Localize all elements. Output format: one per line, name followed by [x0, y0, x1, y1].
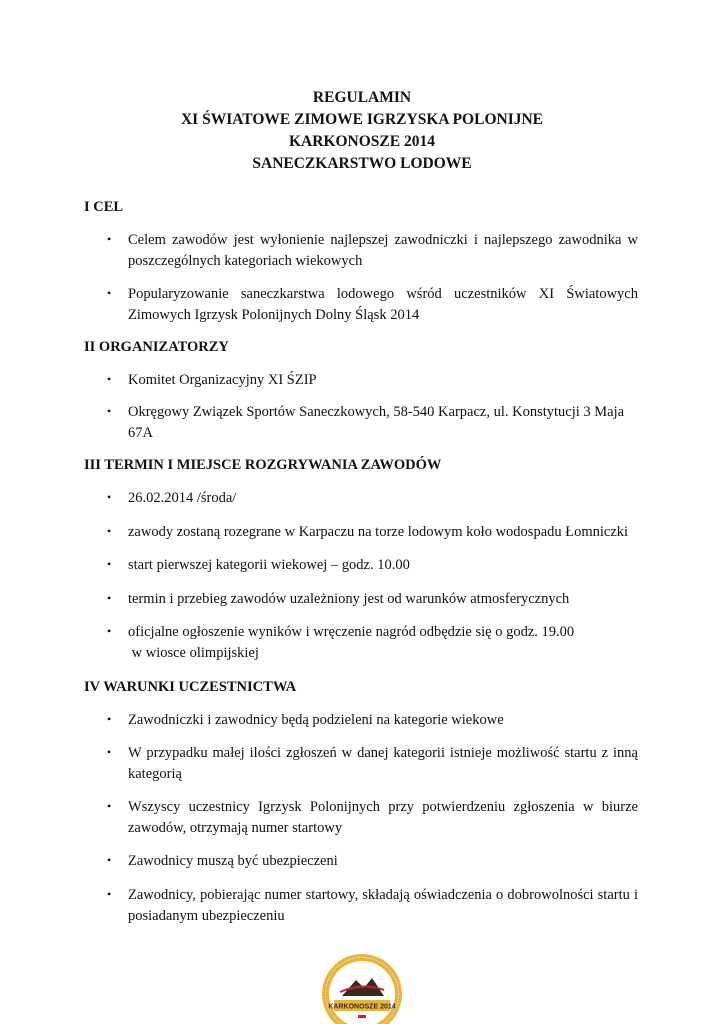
title-line-4: SANECZKARSTWO LODOWE: [252, 155, 472, 172]
list-item: termin i przebieg zawodów uzależniony jest od warunków atmosferycznych: [128, 591, 570, 607]
logo-text: KARKONOSZE 2014: [328, 1003, 396, 1011]
document-title: [0, 87, 724, 175]
section-heading-organizatorzy: II ORGANIZATORZY: [84, 339, 229, 355]
list-item: Celem zawodów jest wyłonienie najlepszej zawodniczki i najlepszego zawodnika w poszczególnych kategoriach wiekowych: [128, 232, 638, 269]
list-item-continuation: w wiosce olimpijskiej: [128, 645, 259, 661]
title-line-3: KARKONOSZE 2014: [289, 133, 435, 150]
list-item: Zawodnicy, pobierając numer startowy, składają oświadczenia o dobrowolności startu i posiadanym ubezpieczeniu: [128, 887, 638, 924]
karkonosze-logo-icon: [320, 952, 404, 1024]
bullet-icon: •: [107, 490, 112, 504]
bullet-icon: •: [107, 524, 112, 538]
list-item: Zawodniczki i zawodnicy będą podzieleni na kategorie wiekowe: [128, 712, 504, 728]
list-item: Zawodnicy muszą być ubezpieczeni: [128, 853, 338, 869]
bullet-icon: •: [107, 404, 112, 418]
bullet-icon: •: [107, 286, 112, 300]
list-item: W przypadku małej ilości zgłoszeń w danej kategorii istnieje możliwość startu z inną kategorią: [128, 745, 638, 782]
bullet-icon: •: [107, 887, 112, 901]
logo-flag-icon: [358, 1015, 366, 1018]
section-heading-cel: I CEL: [84, 199, 124, 215]
bullet-icon: •: [107, 591, 112, 605]
event-logo: [320, 952, 404, 1024]
section-heading-termin: III TERMIN I MIEJSCE ROZGRYWANIA ZAWODÓW: [84, 457, 442, 473]
bullet-icon: •: [107, 372, 112, 386]
title-line-2: XI ŚWIATOWE ZIMOWE IGRZYSKA POLONIJNE: [180, 111, 544, 128]
list-item: 26.02.2014 /środa/: [128, 490, 237, 506]
list-item: Okręgowy Związek Sportów Saneczkowych, 58-540 Karpacz, ul. Konstytucji 3 Maja 67A: [128, 404, 625, 441]
section-heading-warunki: IV WARUNKI UCZESTNICTWA: [84, 679, 297, 695]
list-item: oficjalne ogłoszenie wyników i wręczenie nagród odbędzie się o godz. 19.00: [128, 624, 575, 640]
bullet-icon: •: [107, 799, 112, 813]
bullet-icon: •: [107, 232, 112, 246]
title-line-1: REGULAMIN: [312, 89, 412, 106]
list-item: Wszyscy uczestnicy Igrzysk Polonijnych przy potwierdzeniu zgłoszenia w biurze zawodów, otrzymają numer startowy: [128, 799, 638, 836]
list-item: start pierwszej kategorii wiekowej – godz. 10.00: [128, 557, 410, 573]
bullet-icon: •: [107, 853, 112, 867]
bullet-icon: •: [107, 624, 112, 638]
bullet-icon: •: [107, 557, 112, 571]
list-item: zawody zostaną rozegrane w Karpaczu na torze lodowym koło wodospadu Łomniczki: [128, 524, 629, 540]
bullet-icon: •: [107, 712, 112, 726]
list-item: Popularyzowanie saneczkarstwa lodowego wśród uczestników XI Światowych Zimowych Igrzysk Polonijnych Dolny Śląsk 2014: [128, 286, 638, 323]
list-item: Komitet Organizacyjny XI ŚZIP: [128, 372, 317, 388]
bullet-icon: •: [107, 745, 112, 759]
